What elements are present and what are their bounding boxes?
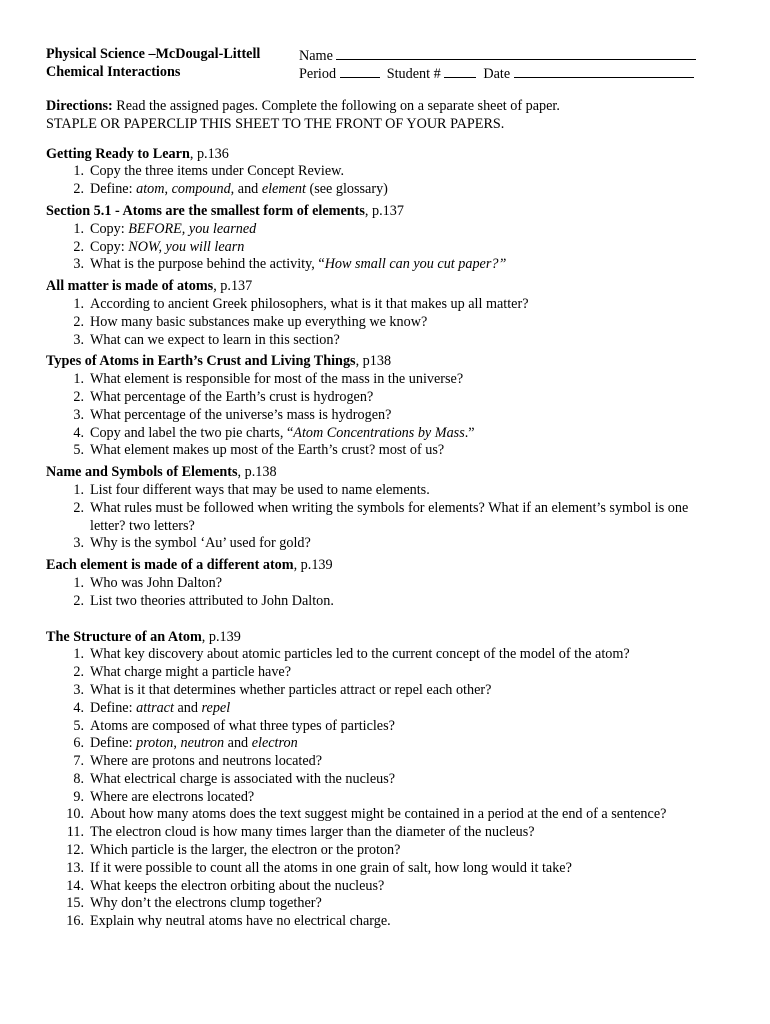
period-field[interactable] [340,64,380,78]
question-item [46,256,726,274]
italic-term: BEFORE, you learned [128,220,257,237]
question-text [90,535,726,553]
question-item [46,913,726,931]
question-number: 1. [73,220,84,237]
italic-term: electron [251,735,298,752]
question-text [90,593,726,611]
question-item [46,425,726,443]
section-page-ref: , p.138 [237,464,277,481]
section [46,464,726,553]
text-run: Why is the symbol ‘Au’ used for gold? [90,535,311,552]
italic-term: element [261,181,306,198]
text-run: If it were possible to count all the atoms in one grain of salt, how long would it take? [90,859,572,876]
question-item [46,789,726,807]
question-item [46,664,726,682]
question-number: 5. [73,442,84,459]
section-title: Getting Ready to Learn [46,145,190,162]
section-title: The Structure of an Atom [46,628,202,645]
question-number: 10. [66,806,84,823]
question-item [46,842,726,860]
question-item [46,700,726,718]
question-text [90,163,726,181]
question-item [46,314,726,332]
section-page-ref: , p138 [355,353,392,370]
section-title: Each element is made of a different atom [46,557,294,574]
question-item [46,296,726,314]
question-number: 3. [73,331,84,348]
italic-term: NOW, you will learn [128,238,245,255]
section-page-ref: , p.137 [213,278,253,295]
text-run: What key discovery about atomic particles led to the current concept of the model of the atom? [90,646,630,663]
question-number: 2. [73,388,84,405]
question-item [46,482,726,500]
italic-term: neutron [180,735,225,752]
question-item [46,878,726,896]
text-run: Who was John Dalton? [90,574,222,591]
question-item [46,895,726,913]
question-text [90,181,726,199]
question-item [46,824,726,842]
question-list [46,575,726,611]
question-text [90,771,726,789]
text-run: Atoms are composed of what three types of particles? [90,717,395,734]
name-line [299,46,696,64]
question-number: 15. [66,895,84,912]
question-list [46,296,726,349]
date-field[interactable] [514,64,694,78]
section [46,146,726,199]
question-text [90,425,726,443]
question-text [90,389,726,407]
question-text [90,860,726,878]
question-number: 1. [73,371,84,388]
section-page-ref: , p.139 [293,557,333,574]
italic-term: repel [201,699,231,716]
text-run: What percentage of the Earth’s crust is hydrogen? [90,388,374,405]
question-item [46,575,726,593]
section-heading [46,557,726,575]
question-item [46,735,726,753]
question-item [46,239,726,257]
section [46,203,726,274]
question-text [90,371,726,389]
section-heading [46,146,726,164]
question-number: 4. [73,424,84,441]
question-item [46,753,726,771]
question-sections [46,134,726,931]
question-item [46,407,726,425]
question-number: 8. [73,770,84,787]
section-title: Name and Symbols of Elements [46,464,238,481]
text-run: What charge might a particle have? [90,664,292,681]
period-label: Period [299,66,337,82]
italic-term: atom [136,181,165,198]
italic-term: Atom Concentrations by Mass [293,424,465,441]
question-number: 2. [73,499,84,516]
question-item [46,682,726,700]
question-number: 2. [73,238,84,255]
text-run: Where are electrons located? [90,788,255,805]
question-number: 3. [73,256,84,273]
text-run: What percentage of the universe’s mass is hydrogen? [90,406,392,423]
question-item [46,442,726,460]
text-run: What can we expect to learn in this section? [90,331,340,348]
text-run: How many basic substances make up everything we know? [90,313,428,330]
question-number: 1. [73,481,84,498]
question-text [90,314,726,332]
italic-term: How small can you cut paper?” [324,256,507,273]
header-row-2 [46,64,726,82]
question-list [46,646,726,931]
question-text [90,842,726,860]
question-number: 1. [73,574,84,591]
question-number: 9. [73,788,84,805]
question-number: 3. [73,535,84,552]
section [46,278,726,349]
question-text [90,482,726,500]
question-text [90,895,726,913]
section-heading [46,629,726,647]
section-page-ref: , p.137 [364,202,404,219]
header-row-1 [46,46,726,64]
text-run: What is the purpose behind the activity, “ [90,256,325,273]
question-number: 5. [73,717,84,734]
question-number: 2. [73,181,84,198]
question-item [46,646,726,664]
section-page-ref: , p.139 [201,628,241,645]
directions [46,98,726,134]
text-run: .” [464,424,475,441]
question-number: 4. [73,699,84,716]
question-text [90,718,726,736]
text-run: and [224,735,252,752]
text-run: Where are protons and neutrons located? [90,753,323,770]
question-item [46,371,726,389]
question-item [46,221,726,239]
italic-term: attract [136,699,174,716]
text-run: Define: [90,181,137,198]
directions-label: Directions: [46,98,113,114]
question-number: 2. [73,592,84,609]
question-text [90,789,726,807]
question-text [90,700,726,718]
question-list [46,163,726,199]
question-text [90,407,726,425]
question-number: 14. [66,877,84,894]
date-label: Date [483,66,511,82]
section-title: All matter is made of atoms [46,278,214,295]
question-item [46,860,726,878]
question-item [46,593,726,611]
name-label: Name [299,48,333,64]
question-number: 13. [66,859,84,876]
question-number: 3. [73,406,84,423]
name-field[interactable] [336,46,696,60]
text-run: Copy the three items under Concept Review. [90,163,344,180]
question-number: 12. [66,842,84,859]
question-text [90,682,726,700]
question-number: 16. [66,913,84,930]
question-text [90,664,726,682]
text-run: (see glossary) [305,181,388,198]
section-title: Types of Atoms in Earth’s Crust and Living Things [46,353,356,370]
question-text [90,753,726,771]
question-item [46,718,726,736]
question-text [90,806,726,824]
question-text [90,500,726,536]
staple-notice: STAPLE OR PAPERCLIP THIS SHEET TO THE FRONT OF YOUR PAPERS. [46,115,505,132]
unit-title: Chemical Interactions [46,64,181,80]
text-run: What rules must be followed when writing the symbols for elements? What if an element’s symbol is one letter? two letters? [90,499,689,534]
text-run: List four different ways that may be used to name elements. [90,481,430,498]
text-run: What keeps the electron orbiting about the nucleus? [90,877,385,894]
section [46,353,726,460]
question-text [90,332,726,350]
question-text [90,256,726,274]
text-run: Copy: [90,238,129,255]
text-run: , [173,735,181,752]
course-title: Physical Science –McDougal-Littell [46,46,261,62]
question-number: 2. [73,664,84,681]
directions-text: Read the assigned pages. Complete the following on a separate sheet of paper. [112,98,560,114]
section-heading [46,353,726,371]
text-run: The electron cloud is how many times larger than the diameter of the nucleus? [90,824,535,841]
text-run: Copy: [90,220,129,237]
worksheet-page [46,46,726,931]
text-run: Explain why neutral atoms have no electrical charge. [90,913,391,930]
text-run: List two theories attributed to John Dalton. [90,592,334,609]
text-run: What element makes up most of the Earth’s crust? most of us? [90,442,445,459]
question-text [90,735,726,753]
student-number-label: Student # [386,66,441,82]
question-number: 3. [73,681,84,698]
text-run: What electrical charge is associated with the nucleus? [90,770,396,787]
question-list [46,221,726,274]
question-text [90,575,726,593]
question-item [46,181,726,199]
question-number: 1. [73,163,84,180]
question-number: 7. [73,753,84,770]
text-run: Define: [90,735,137,752]
text-run: What is it that determines whether particles attract or repel each other? [90,681,492,698]
text-run: According to ancient Greek philosophers, what is it that makes up all matter? [90,295,529,312]
text-run: Copy and label the two pie charts, “ [90,424,294,441]
text-run: Which particle is the larger, the electron or the proton? [90,842,401,859]
section-page-ref: , p.136 [189,145,229,162]
italic-term: compound [171,181,231,198]
section-title: Section 5.1 - Atoms are the smallest form of elements [46,202,365,219]
question-number: 1. [73,295,84,312]
question-item [46,806,726,824]
question-text [90,442,726,460]
section [46,629,726,932]
text-run: Define: [90,699,137,716]
question-number: 11. [66,824,84,841]
question-text [90,239,726,257]
text-run: About how many atoms does the text suggest might be contained in a period at the end of a sentence? [90,806,667,823]
question-item [46,500,726,536]
text-run: What element is responsible for most of the mass in the universe? [90,371,464,388]
text-run: , and [230,181,262,198]
question-text [90,646,726,664]
question-item [46,163,726,181]
period-line [299,64,694,82]
question-number: 2. [73,313,84,330]
question-text [90,824,726,842]
section-heading [46,203,726,221]
question-text [90,221,726,239]
question-item [46,771,726,789]
question-text [90,878,726,896]
question-number: 6. [73,735,84,752]
text-run: , [164,181,172,198]
question-list [46,371,726,460]
question-item [46,332,726,350]
question-number: 1. [73,646,84,663]
question-item [46,535,726,553]
question-text [90,913,726,931]
italic-term: proton [136,735,174,752]
text-run: and [173,699,202,716]
section [46,557,726,610]
question-list [46,482,726,553]
section-heading [46,464,726,482]
section-heading [46,278,726,296]
text-run: Why don’t the electrons clump together? [90,895,322,912]
question-item [46,389,726,407]
question-text [90,296,726,314]
student-number-field[interactable] [444,64,476,78]
